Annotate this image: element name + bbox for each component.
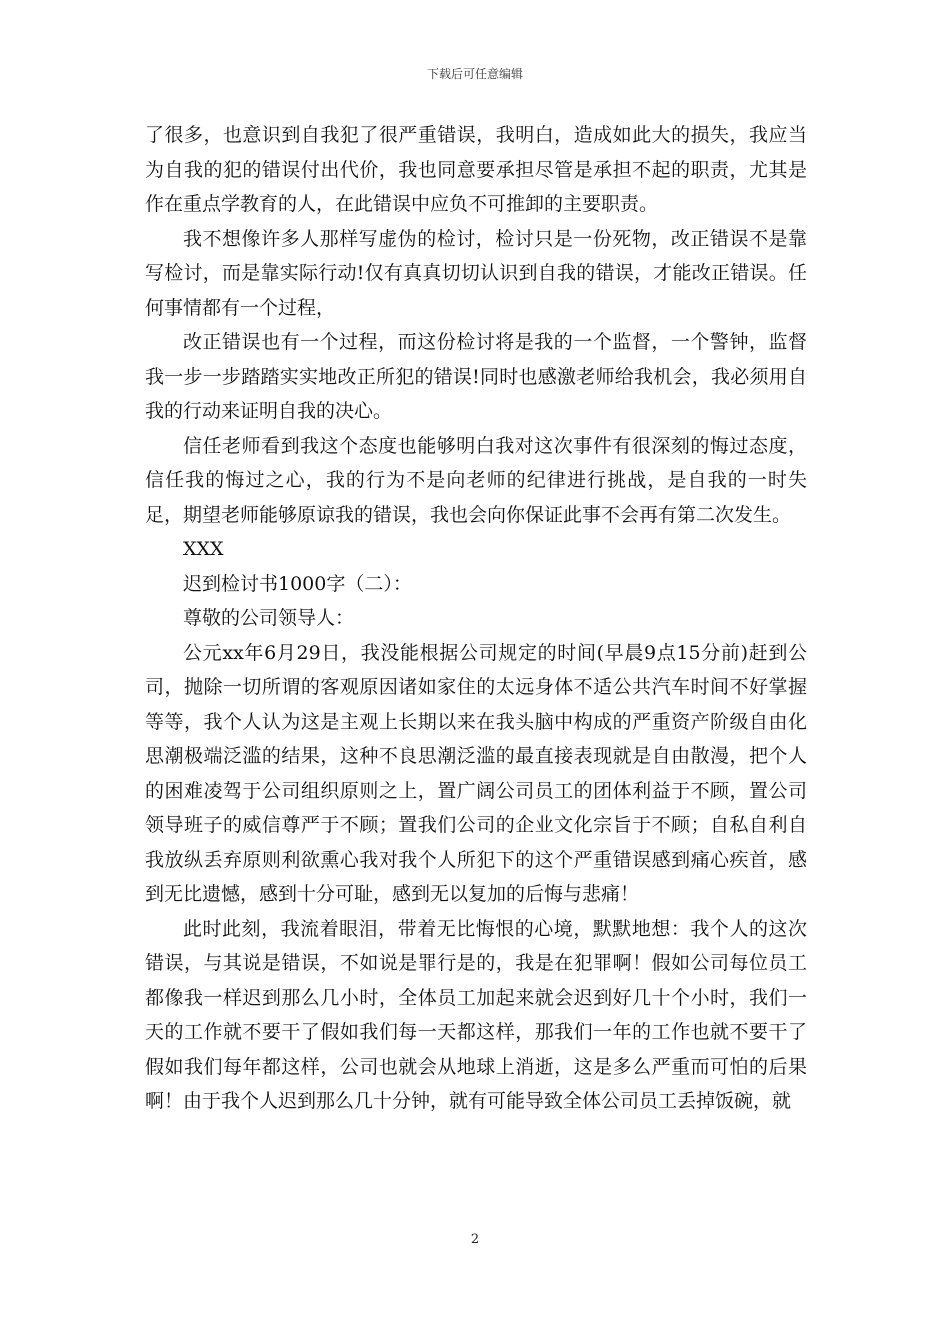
paragraph-no-hypocrisy: 我不想像许多人那样写虚伪的检讨，检讨只是一份死物，改正错误不是靠写检讨，而是靠实际行动!仅有真真切切认识到自我的错误，才能改正错误。任何事情都有一个过程， [145,227,807,319]
paragraph-correction-process: 改正错误也有一个过程，而这份检讨将是我的一个监督，一个警钟，监督我一步一步踏踏实实地改正所犯的错误!同时也感激老师给我机会，我必须用自我的行动来证明自我的决心。 [145,331,807,422]
page-number: 2 [470,1232,480,1247]
document-body [145,118,807,1119]
paragraph-late-date: 公元xx年6月29日，我没能根据公司规定的时间(早晨9点15分前)赶到公司，抛除一切所谓的客观原因诸如家住的太远身体不适公共汽车时间不好掌握等等，我个人认为这是主观上长期以来在我头脑中构成的严重资产阶级自由化思潮极端泛滥的结果，这种不良思潮泛滥的最直接表现就是自由散漫，把个人的困难凌驾于公司组织原则之上，置广阔公司员工的团体利益于不顾，置公司领导班子的威信尊严于不顾；置我们公司的企业文化宗旨于不顾；自私自利自我放纵丢弃原则利欲熏心我对我个人所犯下的这个严重错误感到痛心疾首，感到无比遗憾，感到十分可耻，感到无以复加的后悔与悲痛！ [145,641,807,905]
paragraph-continuation: 了很多，也意识到自我犯了很严重错误，我明白，造成如此大的损失，我应当为自我的犯的错误付出代价，我也同意要承担尽管是承担不起的职责，尤其是作在重点学教育的人，在此错误中应负不可推卸的主要职责。 [145,124,807,215]
paragraph-trust-teacher: 信任老师看到我这个态度也能够明白我对这次事件有很深刻的悔过态度，信任我的悔过之心，我的行为不是向老师的纪律进行挑战，是自我的一时失足，期望老师能够原谅我的错误，我也会向你保证此事不会再有第二次发生。 [145,434,807,526]
page-header-note: 下载后可任意编辑 [426,67,523,81]
paragraph-remorse: 此时此刻，我流着眼泪，带着无比悔恨的心境，默默地想：我个人的这次错误，与其说是错误，不如说是罪行是的，我是在犯罪啊！假如公司每位员工都像我一样迟到那么几小时，全体员工加起来就会迟到好几十个小时，我们一天的工作就不要干了假如我们每一天都这样，那我们一年的工作也就不要干了假如我们每年都这样，公司也就会从地球上消逝，这是多么严重而可怕的后果啊！由于我个人迟到那么几十分钟，就有可能导致全体公司员工丢掉饭碗，就 [145,917,807,1112]
salutation: 尊敬的公司领导人： [183,607,355,629]
section-title: 迟到检讨书1000字（二）： [183,572,412,595]
signature-name: XXX [183,538,224,560]
